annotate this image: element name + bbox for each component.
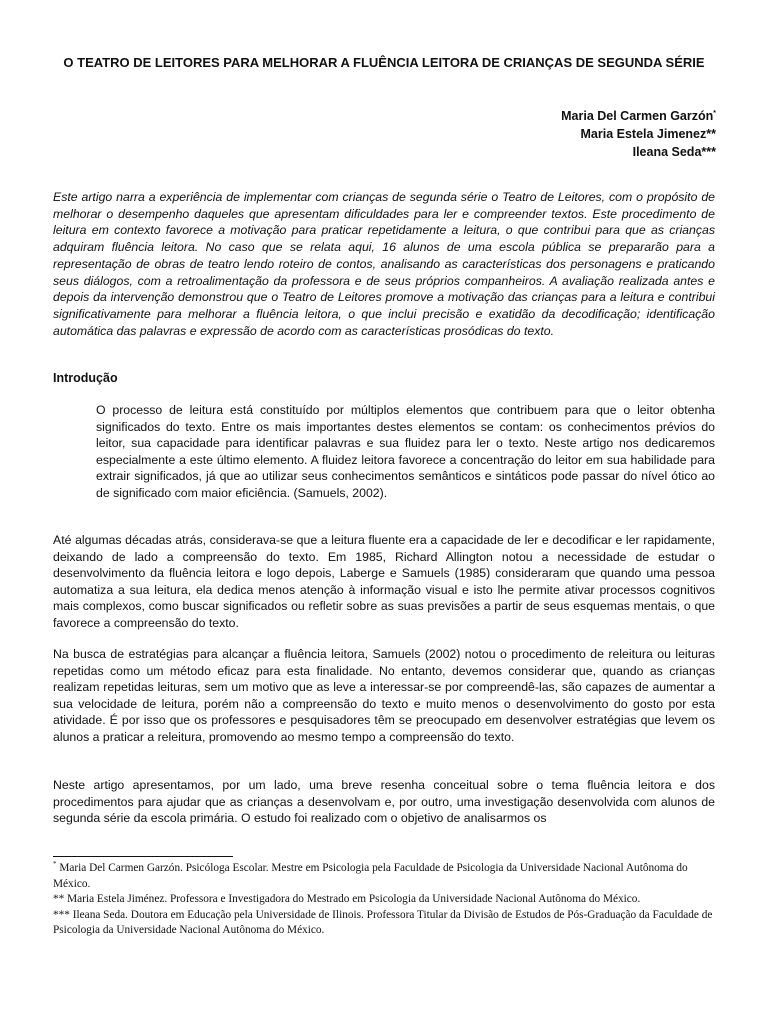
author-1 xyxy=(561,107,716,125)
paragraph-4: Neste artigo apresentamos, por um lado, uma breve resenha conceitual sobre o tema fluência leitora e dos procedimentos para ajudar que as crianças a desenvolvam e, por outro, uma investigação desenvolvida com alunos de segunda série da escola primária. O estudo foi realizado com o objetivo de analisarmos os xyxy=(53,778,715,826)
footnote-3-text: *** Ileana Seda. Doutora em Educação pela Universidade de Ilinois. Professora Titular da Divisão de Estudos de Pós-Graduação da Faculdade de Psicologia da Universidade Nacional Autônoma do México. xyxy=(53,908,713,936)
footnote-1-text: Maria Del Carmen Garzón. Psicóloga Escolar. Mestre em Psicologia pela Faculdade de Psicologia da Universidade Nacional Autônoma do México. xyxy=(53,862,688,890)
author-2-name: Maria Estela Jimenez** xyxy=(580,127,716,141)
author-1-footnote-mark: * xyxy=(713,109,716,117)
footnote-1-mark: * xyxy=(53,860,57,869)
footnote-2-text: ** Maria Estela Jiménez. Professora e Investigadora do Mestrado em Psicologia da Universidade Nacional Autônoma do México. xyxy=(53,893,641,905)
author-3-name: Ileana Seda*** xyxy=(632,145,716,159)
author-list xyxy=(561,107,716,161)
section-heading-introducao: Introdução xyxy=(53,371,118,385)
paragraph-1: O processo de leitura está constituído por múltiplos elementos que contribuem para que o leitor obtenha significados do texto. Entre os mais importantes destes elementos se contam: os conhecimentos prévios do leitor, sua capacidade para identificar palavras e sua fluidez para ler o texto. Neste artigo nos dedicaremos especialmente a este último elemento. A fluidez leitora favorece a concentração do leitor em sua habilidade para extrair significados, já que ao utilizar seus conhecimentos semânticos e sintáticos pode passar do nível ótico ao de significado com maior eficiência. (Samuels, 2002). xyxy=(96,403,715,500)
author-3 xyxy=(561,143,716,161)
footnotes xyxy=(53,861,723,939)
author-2 xyxy=(561,125,716,143)
abstract: Este artigo narra a experiência de implementar com crianças de segunda série o Teatro de Leitores, com o propósito de melhorar o desempenho daqueles que apresentam dificuldades para ler e compreender textos. Este procedimento de leitura em contexto favorece a motivação para praticar repetidamente a leitura, o que contribui para que as crianças adquiram fluência leitora. No caso que se relata aqui, 16 alunos de uma escola pública se prepararão para a representação de obras de teatro lendo roteiro de contos, analisando as características dos personagens e praticando seus diálogos, com a retroalimentação da professora e de seus próprios companheiros. A avaliação realizada antes e depois da intervenção demonstrou que o Teatro de Leitores promove a motivação das crianças para a leitura e contribui significativamente para melhorar a fluência leitora, o que inclui precisão e exatidão da decodificação; identificação automática das palavras e expressão de acordo com as características prosódicas do texto. xyxy=(53,190,715,338)
paper-title: O TEATRO DE LEITORES PARA MELHORAR A FLUÊNCIA LEITORA DE CRIANÇAS DE SEGUNDA SÉRIE xyxy=(63,55,705,70)
footnote-2 xyxy=(53,892,723,908)
paragraph-3: Na busca de estratégias para alcançar a fluência leitora, Samuels (2002) notou o procedimento de releitura ou leituras repetidas como um método eficaz para esta finalidade. No entanto, devemos considerar que, quando as crianças realizam repetidas leituras, sem um motivo que as leve a interessar-se por compreendê-las, são capazes de aumentar a sua velocidade de leitura, porém não a compreensão do texto e muito menos o desenvolvimento do gosto por esta atividade. É por isso que os professores e pesquisadores têm se preocupado em desenvolver estratégias que levem os alunos a praticar a releitura, promovendo ao mesmo tempo a compreensão do texto. xyxy=(53,647,715,744)
footnote-3 xyxy=(53,908,723,939)
author-1-name: Maria Del Carmen Garzón xyxy=(561,109,714,123)
footnote-1 xyxy=(53,861,723,892)
footnote-divider xyxy=(53,856,233,857)
paragraph-2: Até algumas décadas atrás, considerava-se que a leitura fluente era a capacidade de ler e decodificar e ler rapidamente, deixando de lado a compreensão do texto. Em 1985, Richard Allington notou a necessidade de estudar o desenvolvimento da fluência leitora e logo depois, Laberge e Samuels (1985) consideraram que quando uma pessoa automatiza a sua leitura, ela dedica menos atenção à informação visual e isto lhe permite ativar processos cognitivos mais complexos, como buscar significados ou refletir sobre as suas previsões a partir de seus esquemas mentais, o que favorece a compreensão do texto. xyxy=(53,533,715,630)
